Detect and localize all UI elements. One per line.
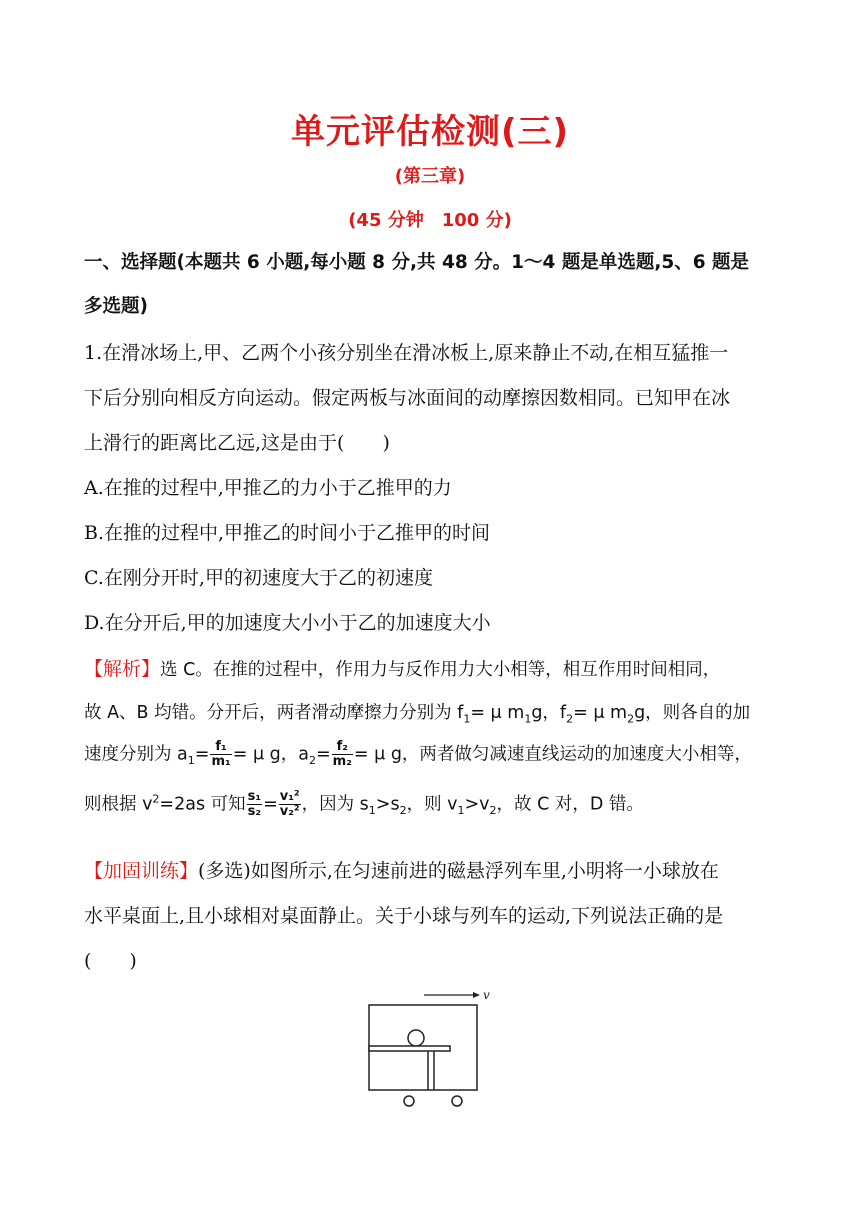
ball	[408, 1030, 424, 1046]
subscript: 2	[566, 712, 574, 726]
option-d: D.在分开后,甲的加速度大小小于乙的加速度大小	[84, 612, 491, 634]
subscript: 2	[489, 804, 497, 817]
numerator: f₁	[210, 740, 231, 755]
fraction-s1-s2	[247, 790, 262, 819]
question-1-line-2: 下后分别向相反方向运动。假定两板与冰面间的动摩擦因数相同。已知甲在冰	[84, 387, 731, 409]
analysis-text-1: 选 C。在推的过程中，作用力与反作用力大小相等，相互作用时间相同，	[160, 660, 721, 680]
equals-sign: =	[194, 744, 210, 765]
table-top	[369, 1046, 450, 1051]
section-heading-line-2: 多选题)	[84, 296, 148, 317]
analysis-text: g，f	[531, 703, 567, 723]
subscript: 1	[463, 712, 471, 726]
option-b: B.在推的过程中,甲推乙的时间小于乙推甲的时间	[84, 522, 491, 544]
analysis-text: ，因为 s	[301, 794, 369, 815]
analysis-text: =2as 可知	[159, 794, 246, 815]
equals-sign: =	[315, 744, 331, 765]
analysis-line-3	[84, 740, 752, 769]
question-1-line-1: 1.在滑冰场上,甲、乙两个小孩分别坐在滑冰板上,原来静止不动,在相互猛推一	[84, 342, 729, 364]
fraction-f1-m1	[210, 740, 231, 769]
analysis-text: >s	[375, 794, 400, 815]
analysis-text: ，故 C 对，D 错。	[496, 794, 644, 815]
analysis-text: = μ m	[573, 703, 628, 723]
superscript: 2	[152, 792, 160, 806]
analysis-line-1	[84, 654, 720, 681]
option-c: C.在刚分开时,甲的初速度大于乙的初速度	[84, 567, 433, 589]
extra-line-1	[84, 856, 719, 883]
analysis-text: g，则各自的加	[634, 703, 751, 723]
analysis-text: ，则 v	[406, 794, 458, 815]
analysis-text: = μ g，两者做匀减速直线运动的加速度大小相等，	[353, 744, 752, 765]
subscript: 1	[187, 754, 195, 767]
wheel-left	[404, 1096, 414, 1106]
analysis-line-4	[84, 790, 644, 819]
subscript: 2	[308, 754, 316, 767]
extra-tag: 【加固训练】	[84, 860, 199, 882]
denominator: v₂²	[279, 804, 300, 819]
doc-title: 单元评估检测(三)	[290, 112, 570, 152]
subscript: 1	[368, 804, 376, 817]
denominator: s₂	[247, 804, 262, 819]
analysis-text: 故 A、B 均错。分开后，两者滑动摩擦力分别为 f	[84, 703, 464, 723]
extra-line-2: 水平桌面上,且小球相对桌面静止。关于小球与列车的运动,下列说法正确的是	[84, 905, 724, 927]
subscript: 2	[627, 712, 635, 726]
chapter-label: (第三章)	[394, 166, 466, 187]
analysis-text: = μ g，a	[232, 744, 309, 765]
extra-line-3: ( )	[84, 950, 137, 972]
subscript: 1	[457, 804, 465, 817]
fraction-f2-m2	[332, 740, 353, 769]
section-heading-line-1: 一、选择题(本题共 6 小题,每小题 8 分,共 48 分。1～4 题是单选题,5、6 题是	[84, 252, 750, 273]
subscript: 1	[524, 712, 532, 726]
question-1-line-3: 上滑行的距离比乙远,这是由于( )	[84, 432, 390, 454]
analysis-text: 则根据 v	[84, 794, 153, 815]
analysis-line-2	[84, 699, 750, 726]
analysis-text: >v	[464, 794, 490, 815]
option-a: A.在推的过程中,甲推乙的力小于乙推甲的力	[84, 477, 452, 499]
time-score-label: (45 分钟 100 分)	[348, 210, 512, 231]
velocity-arrowhead	[473, 992, 480, 998]
numerator: s₁	[247, 789, 262, 804]
equals-sign: =	[263, 794, 278, 815]
subscript: 2	[399, 804, 407, 817]
velocity-label: v	[483, 988, 490, 1002]
train-figure	[360, 984, 500, 1110]
denominator: m₁	[211, 754, 231, 769]
analysis-text: 速度分别为 a	[84, 744, 188, 765]
analysis-text: = μ m	[470, 703, 525, 723]
denominator: m₂	[332, 754, 352, 769]
numerator: v₁²	[279, 789, 300, 804]
fraction-v1-v2	[279, 790, 301, 819]
wheel-right	[452, 1096, 462, 1106]
analysis-tag: 【解析】	[84, 658, 161, 680]
extra-text-1: (多选)如图所示,在匀速前进的磁悬浮列车里,小明将一小球放在	[198, 860, 719, 882]
numerator: f₂	[332, 740, 353, 755]
